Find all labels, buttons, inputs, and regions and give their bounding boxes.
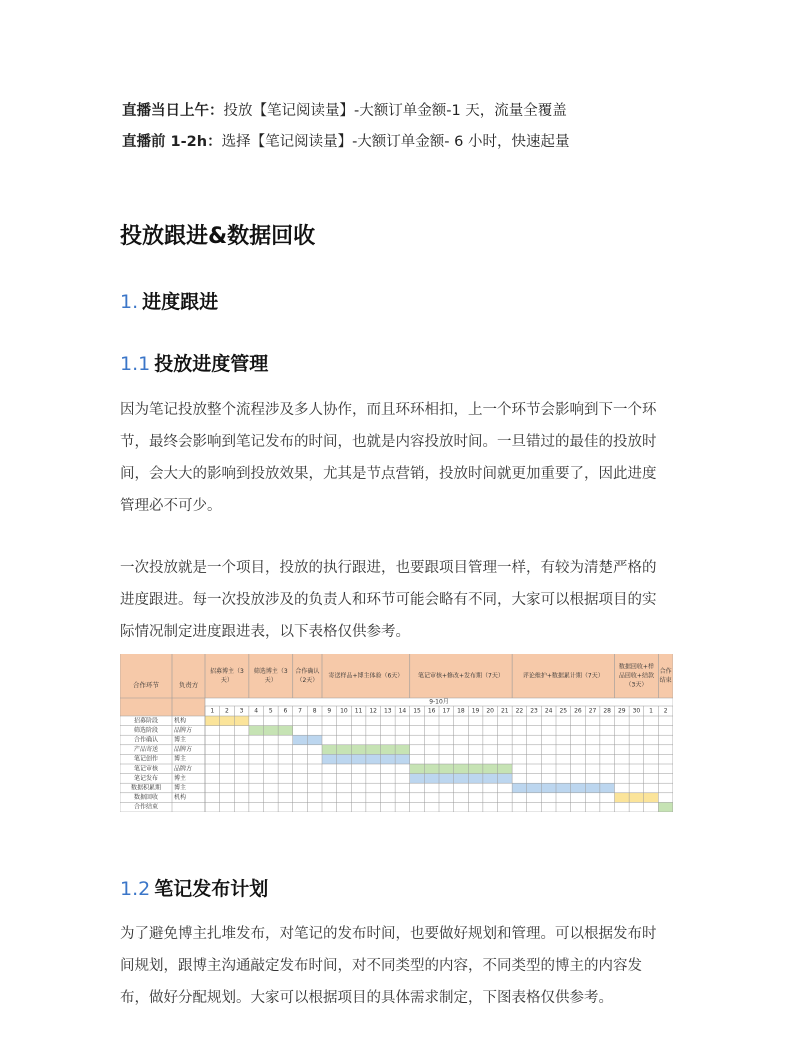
phase-label: 筛选博主（3	[253, 668, 288, 675]
day-number: 18	[457, 707, 465, 715]
day-number: 8	[312, 707, 317, 715]
stage-label: 合作结束	[133, 803, 159, 811]
day-number: 2	[663, 707, 668, 715]
day-number: 26	[574, 707, 582, 715]
owner-label: 机构	[174, 717, 187, 725]
intro-line-2	[122, 130, 569, 151]
progress-gantt-table	[120, 654, 673, 812]
header-stage-label: 合作环节	[133, 681, 159, 689]
header-owner-label: 负责方	[178, 681, 199, 689]
paragraph-3-line: 为了避免博主扎堆发布，对笔记的发布时间，也要做好规划和管理。可以根据发布时	[120, 926, 657, 942]
owner-label: 博主	[174, 736, 187, 744]
day-number: 1	[649, 707, 653, 715]
owner-label: 机构	[174, 794, 187, 802]
day-number: 27	[588, 707, 597, 715]
phase-label: （3天）	[625, 681, 648, 689]
heading-publish-number: 1.2	[120, 878, 151, 900]
stage-label: 笔记发布	[133, 774, 159, 782]
paragraph-2-line: 际情况制定进度跟进表，以下表格仅供参考。	[120, 624, 410, 640]
stage-label: 笔记审核	[133, 765, 159, 773]
heading-progress	[120, 287, 218, 314]
gantt-bar	[512, 783, 614, 793]
day-number: 23	[530, 707, 538, 715]
phase-label: 招募博主（3	[210, 668, 244, 675]
phase-label: （2天）	[296, 677, 319, 684]
day-number: 14	[398, 707, 407, 715]
day-number: 1	[210, 707, 215, 715]
day-number: 3	[239, 707, 244, 715]
stage-label: 数据回收	[133, 794, 159, 802]
day-number: 10	[340, 707, 348, 715]
gantt-bar	[410, 774, 512, 784]
paragraph-3-line: 间规划，跟博主沟通敲定发布时间，对不同类型的内容，不同类型的博主的内容发	[120, 958, 642, 974]
gantt-bar	[205, 716, 249, 726]
paragraph-2-line: 进度跟进。每一次投放涉及的负责人和环节可能会略有不同，大家可以根据项目的实	[120, 592, 657, 608]
left-header-background	[120, 698, 205, 716]
heading-publish	[120, 874, 268, 901]
day-number: 6	[283, 707, 288, 715]
owner-label: 博主	[174, 774, 187, 782]
phase-label: 数据回收+样	[618, 663, 654, 671]
paragraph-1-line: 因为笔记投放整个流程涉及多人协作，而且环环相扣，上一个环节会影响到下一个环	[120, 402, 657, 418]
stage-label: 筛选阶段	[133, 726, 159, 734]
day-number: 7	[298, 707, 302, 715]
owner-label: 博主	[174, 755, 187, 763]
phase-label: 天）	[264, 677, 277, 684]
gantt-bar	[658, 802, 673, 812]
phase-label: 合作	[659, 668, 672, 675]
day-number: 19	[471, 707, 480, 715]
paragraph-1-line: 管理必不可少。	[120, 498, 222, 514]
phase-label: 结束	[659, 677, 672, 684]
gantt-bar	[615, 793, 659, 803]
day-number: 16	[427, 707, 436, 715]
day-number: 30	[632, 707, 641, 715]
phase-label: 品回收+结款	[618, 672, 654, 680]
gantt-bar	[249, 726, 293, 736]
gantt-bar	[410, 764, 512, 774]
paragraph-3-line: 布，做好分配规划。大家可以根据项目的具体需求制定，下图表格仅供参考。	[120, 990, 613, 1006]
intro-line-1-label: 直播当日上午：	[122, 103, 224, 119]
owner-label: 博主	[174, 784, 187, 792]
day-number: 21	[500, 707, 509, 715]
owner-label: 品牌方	[174, 746, 193, 754]
heading-manage-number: 1.1	[120, 353, 151, 375]
day-number: 4	[254, 707, 259, 715]
owner-label: 品牌方	[174, 726, 193, 734]
paragraph-1-line: 节，最终会影响到笔记发布的时间，也就是内容投放时间。一旦错过的最佳的投放时	[120, 434, 657, 450]
heading-progress-text: 进度跟进	[142, 291, 219, 313]
phase-label: 笔记审核+修改+发布期（7天）	[418, 672, 504, 680]
day-number: 13	[383, 707, 392, 715]
day-number: 2	[225, 707, 229, 715]
intro-line-2-label: 直播前 1-2h：	[122, 134, 222, 150]
owner-label: 品牌方	[174, 765, 193, 773]
heading-manage-text: 投放进度管理	[154, 353, 269, 375]
stage-label: 产品寄送	[133, 746, 159, 754]
stage-label: 合作确认	[133, 736, 159, 744]
day-number: 17	[442, 707, 451, 715]
section-title: 投放跟进&数据回收	[120, 224, 316, 249]
intro-line-1-text: 投放【笔记阅读量】-大额订单金额-1 天，流量全覆盖	[223, 103, 567, 119]
day-number: 9	[327, 707, 332, 715]
phase-label: 合作确认	[295, 668, 320, 675]
phase-label: 评论维护+数据累计期（7天）	[522, 672, 604, 680]
day-number: 22	[515, 707, 524, 715]
paragraph-1	[120, 394, 676, 522]
day-number: 28	[603, 707, 612, 715]
intro-line-2-text: 选择【笔记阅读量】-大额订单金额- 6 小时，快速起量	[221, 134, 570, 150]
phase-label: 寄送样品+博主体验（6天）	[328, 672, 404, 680]
intro-line-1	[122, 99, 567, 120]
paragraph-3	[120, 918, 676, 1014]
day-number: 20	[486, 707, 495, 715]
paragraph-2	[120, 552, 676, 648]
paragraph-1-line: 间，会大大的影响到投放效果，尤其是节点营销，投放时间就更加重要了，因此进度	[120, 466, 657, 482]
day-number: 24	[544, 707, 553, 715]
phase-label: 天）	[220, 677, 233, 684]
heading-progress-number: 1.	[120, 291, 139, 313]
day-number: 5	[268, 707, 273, 715]
day-number: 12	[369, 707, 378, 715]
paragraph-2-line: 一次投放就是一个项目，投放的执行跟进，也要跟项目管理一样，有较为清楚严格的	[120, 560, 657, 576]
period-label: 9-10月	[429, 698, 449, 706]
day-number: 29	[617, 707, 626, 715]
day-number: 15	[413, 707, 421, 715]
day-number: 11	[354, 707, 363, 715]
heading-publish-text: 笔记发布计划	[154, 878, 269, 900]
day-number: 25	[559, 707, 568, 715]
heading-manage	[120, 349, 268, 376]
stage-label: 数据积累期	[130, 784, 162, 792]
stage-label: 笔记创作	[133, 755, 159, 763]
stage-label: 招募阶段	[133, 717, 159, 725]
